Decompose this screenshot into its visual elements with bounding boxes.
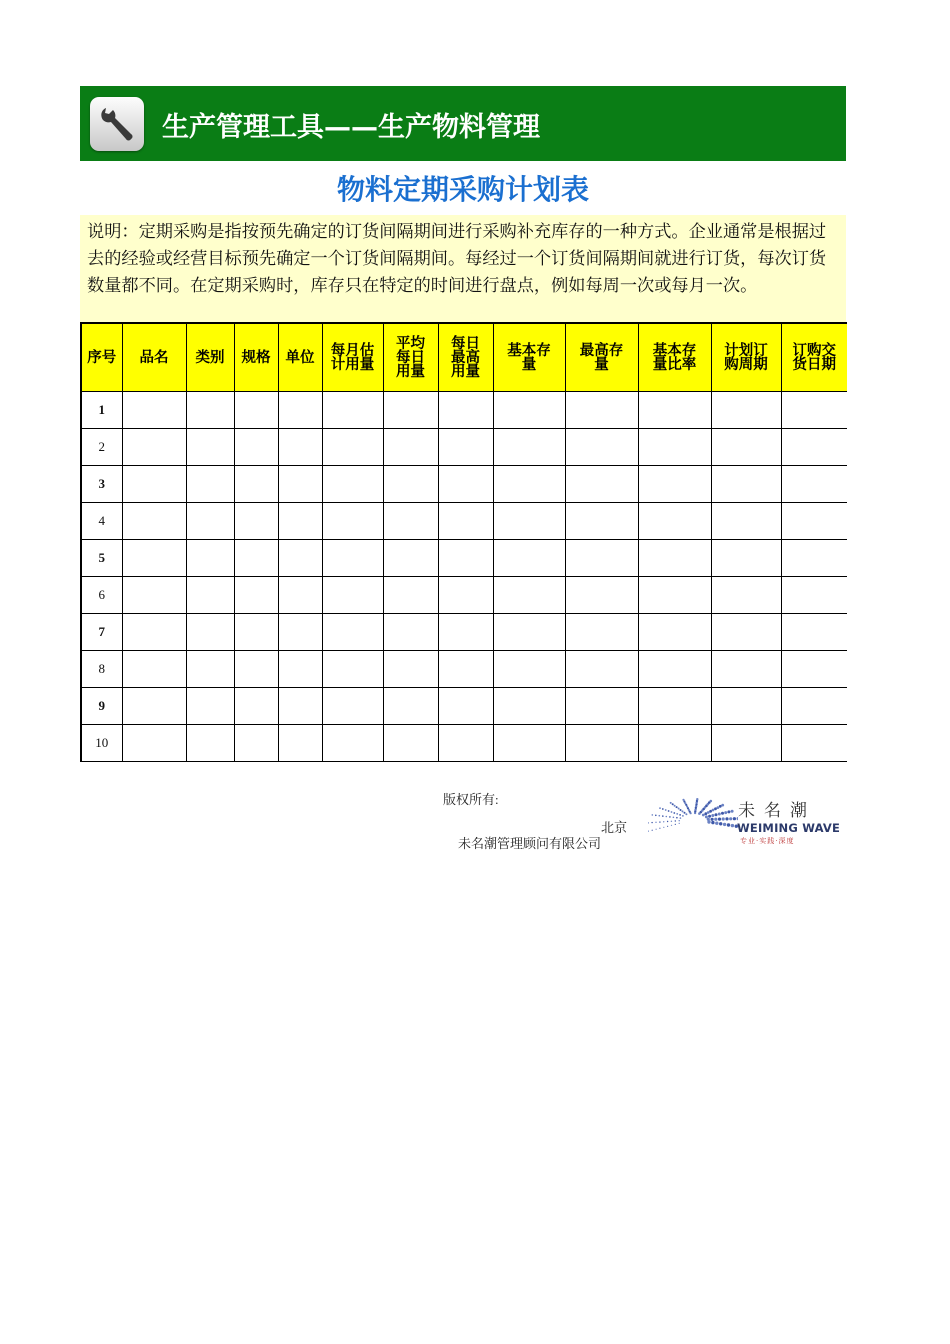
table-cell[interactable] [278, 392, 322, 429]
logo-dot [722, 817, 725, 820]
table-cell[interactable] [278, 503, 322, 540]
logo-dot [652, 814, 654, 816]
column-header [638, 323, 711, 392]
logo-dot [669, 816, 671, 818]
table-cell[interactable] [322, 429, 383, 466]
logo-dot [663, 827, 664, 828]
logo-dot [678, 808, 680, 810]
column-header-line: 规格 [241, 349, 271, 366]
logo-dot [673, 817, 675, 819]
table-cell[interactable] [122, 614, 186, 651]
table-cell[interactable] [781, 688, 847, 725]
table-cell[interactable] [383, 614, 438, 651]
table-cell[interactable] [122, 392, 186, 429]
table-cell[interactable] [278, 725, 322, 762]
logo-dot [652, 830, 653, 831]
logo-dot [655, 815, 657, 817]
logo-dot [727, 810, 730, 813]
column-header-line: 量比率 [652, 356, 697, 373]
logo-dot [685, 813, 687, 815]
table-cell[interactable] [234, 688, 278, 725]
table-cell[interactable] [565, 503, 638, 540]
logo-dot [659, 821, 660, 822]
logo-dot [665, 809, 667, 811]
row-number: 3 [81, 466, 122, 503]
table-row [81, 688, 847, 725]
logo-dot [648, 822, 649, 823]
table-cell[interactable] [493, 651, 565, 688]
column-header [322, 323, 383, 392]
logo-dot [675, 824, 676, 825]
logo-dot [719, 822, 722, 825]
table-cell[interactable] [278, 614, 322, 651]
logo-dot [662, 815, 664, 817]
logo-dot [707, 811, 710, 814]
footer-company: 未名潮管理顾问有限公司 [458, 836, 602, 851]
logo-dot [710, 800, 713, 803]
table-cell[interactable] [278, 651, 322, 688]
table-row [81, 725, 847, 762]
logo-dot [715, 813, 718, 816]
logo-dot [679, 814, 681, 816]
column-header-line: 平均 [396, 335, 425, 352]
table-cell[interactable] [493, 725, 565, 762]
table-cell[interactable] [234, 577, 278, 614]
table-cell[interactable] [322, 688, 383, 725]
table-cell[interactable] [638, 577, 711, 614]
column-header-line: 最高存 [579, 342, 624, 359]
logo-dot [711, 821, 714, 824]
table-cell[interactable] [781, 466, 847, 503]
table-cell[interactable] [122, 577, 186, 614]
table-cell[interactable] [122, 540, 186, 577]
table-cell[interactable] [565, 725, 638, 762]
table-cell[interactable] [383, 429, 438, 466]
wave-logo-icon [648, 792, 738, 852]
logo-dot [679, 820, 680, 821]
column-header-line: 基本存 [507, 342, 551, 359]
column-header-line: 计用量 [330, 356, 375, 373]
logo-dot [676, 813, 678, 815]
table-cell[interactable] [438, 577, 493, 614]
logo-dot [711, 814, 714, 817]
table-row [81, 429, 847, 466]
table-cell[interactable] [438, 466, 493, 503]
table-cell[interactable] [383, 392, 438, 429]
table-cell[interactable] [493, 503, 565, 540]
table-cell[interactable] [493, 392, 565, 429]
logo-dot [711, 818, 714, 821]
logo-dot [671, 811, 673, 813]
column-header-line: 购周期 [724, 356, 768, 373]
logo-dot [708, 815, 711, 818]
column-header-line: 量 [521, 356, 537, 373]
logo-dot [668, 810, 670, 812]
column-header-line: 每日 [451, 335, 480, 352]
description-note: 说明：定期采购是指按预先确定的订货间隔期间进行采购补充库存的一种方式。企业通常是根据过去的经验或经营目标预先确定一个订货间隔期间。每经过一个订货间隔期间就进行订货，每次订货数量都不同。在定期采购时，库存只在特定的时间进行盘点，例如每周一次或每月一次。 [80, 215, 846, 326]
column-header-line: 用量 [451, 363, 480, 380]
table-cell[interactable] [711, 577, 781, 614]
table-cell[interactable] [438, 429, 493, 466]
table-cell[interactable] [278, 429, 322, 466]
logo-dot [675, 820, 676, 821]
column-header [278, 323, 322, 392]
logo-dot [680, 809, 682, 811]
table-row [81, 466, 847, 503]
table-cell[interactable] [186, 688, 234, 725]
table-cell[interactable] [234, 392, 278, 429]
logo-dot [676, 806, 678, 808]
table-cell[interactable] [383, 503, 438, 540]
table-cell[interactable] [234, 466, 278, 503]
column-header-line: 每月估 [330, 342, 375, 359]
row-number: 9 [81, 688, 122, 725]
column-header-line: 计划订 [724, 342, 768, 359]
table-cell[interactable] [383, 577, 438, 614]
table-cell[interactable] [234, 540, 278, 577]
row-number: 7 [81, 614, 122, 651]
logo-dot [682, 799, 684, 801]
row-number: 5 [81, 540, 122, 577]
table-cell[interactable] [638, 429, 711, 466]
logo-dot [676, 817, 678, 819]
logo-dot [718, 813, 721, 816]
banner-title: 生产管理工具——生产物料管理 [162, 112, 540, 143]
logo-dot [714, 818, 717, 821]
table-cell[interactable] [781, 503, 847, 540]
table-cell[interactable] [565, 392, 638, 429]
table-cell[interactable] [638, 614, 711, 651]
table-row [81, 503, 847, 540]
logo-dot [670, 802, 672, 804]
table-cell[interactable] [383, 688, 438, 725]
table-cell[interactable] [781, 651, 847, 688]
table-header-row [81, 323, 847, 392]
table-cell[interactable] [565, 651, 638, 688]
column-header-line: 基本存 [652, 342, 697, 359]
table-cell[interactable] [122, 688, 186, 725]
table-cell[interactable] [122, 725, 186, 762]
column-header [122, 323, 186, 392]
page-title: 物料定期采购计划表 [336, 173, 589, 206]
table-cell[interactable] [383, 651, 438, 688]
logo-dot [651, 822, 652, 823]
row-number: 8 [81, 651, 122, 688]
logo-dot [731, 824, 734, 827]
column-header [781, 323, 847, 392]
table-cell[interactable] [711, 429, 781, 466]
table-cell[interactable] [565, 688, 638, 725]
column-header-line: 序号 [87, 349, 117, 366]
table-cell[interactable] [493, 688, 565, 725]
row-number: 1 [81, 392, 122, 429]
table-cell[interactable] [322, 651, 383, 688]
table-cell[interactable] [383, 466, 438, 503]
table-cell[interactable] [234, 651, 278, 688]
company-logo [648, 792, 841, 852]
logo-dot [707, 820, 710, 823]
logo-dot [679, 823, 680, 824]
column-header-line: 量 [594, 356, 609, 373]
logo-dot [662, 808, 664, 810]
table-cell[interactable] [438, 503, 493, 540]
table-cell[interactable] [638, 466, 711, 503]
table-cell[interactable] [565, 614, 638, 651]
table-cell[interactable] [711, 688, 781, 725]
table-cell[interactable] [186, 651, 234, 688]
logo-dot [723, 823, 726, 826]
column-header [81, 323, 122, 392]
logo-dot [731, 810, 734, 813]
column-header-line: 品名 [139, 349, 169, 366]
table-cell[interactable] [438, 651, 493, 688]
table-cell[interactable] [186, 429, 234, 466]
logo-dot [680, 817, 682, 819]
table-cell[interactable] [711, 651, 781, 688]
table-cell[interactable] [711, 614, 781, 651]
table-row [81, 392, 847, 429]
table-row [81, 614, 847, 651]
column-header-line: 最高 [451, 349, 480, 366]
column-header [234, 323, 278, 392]
table-cell[interactable] [186, 503, 234, 540]
table-cell[interactable] [322, 577, 383, 614]
logo-dot [659, 807, 661, 809]
logo-dot [696, 798, 698, 800]
table-cell[interactable] [438, 688, 493, 725]
table-row [81, 651, 847, 688]
column-header-line: 订购交 [792, 342, 836, 359]
table-cell[interactable] [493, 466, 565, 503]
logo-dot [656, 829, 657, 830]
table-cell[interactable] [711, 466, 781, 503]
column-header [711, 323, 781, 392]
logo-dot [666, 816, 668, 818]
table-cell[interactable] [493, 540, 565, 577]
table-cell[interactable] [638, 540, 711, 577]
column-header [438, 323, 493, 392]
table-cell[interactable] [383, 540, 438, 577]
logo-dot [682, 815, 684, 817]
table-cell[interactable] [493, 577, 565, 614]
table-cell[interactable] [186, 392, 234, 429]
table-cell[interactable] [322, 614, 383, 651]
footer-city: 北京 [601, 820, 628, 835]
table-cell[interactable] [438, 725, 493, 762]
row-number: 4 [81, 503, 122, 540]
logo-tagline: 专业·实践·深度 [740, 837, 795, 845]
logo-dot [704, 812, 707, 815]
logo-dot [659, 828, 660, 829]
table-cell[interactable] [234, 429, 278, 466]
row-number: 2 [81, 429, 122, 466]
table-cell[interactable] [638, 503, 711, 540]
table-cell[interactable] [711, 392, 781, 429]
table-cell[interactable] [186, 725, 234, 762]
logo-dot [648, 831, 649, 832]
header-banner [80, 86, 846, 161]
table-cell[interactable] [711, 503, 781, 540]
table-row [81, 540, 847, 577]
table-cell[interactable] [438, 614, 493, 651]
table-cell[interactable] [638, 725, 711, 762]
table-cell[interactable] [122, 466, 186, 503]
table-cell[interactable] [638, 688, 711, 725]
logo-dot [682, 810, 684, 812]
logo-dot [721, 804, 724, 807]
logo-english-name: WEIMING WAVE [737, 821, 841, 835]
table-cell[interactable] [781, 577, 847, 614]
logo-dot [729, 817, 732, 820]
logo-dot [684, 812, 686, 814]
table-cell[interactable] [565, 540, 638, 577]
column-header-line: 每日 [396, 349, 425, 366]
wrench-icon [90, 97, 144, 151]
table-cell[interactable] [122, 429, 186, 466]
column-header-line: 类别 [195, 349, 225, 366]
logo-dot [727, 823, 730, 826]
logo-dot [717, 806, 720, 809]
table-cell[interactable] [122, 651, 186, 688]
table-cell[interactable] [186, 614, 234, 651]
table-cell[interactable] [186, 540, 234, 577]
table-cell[interactable] [781, 614, 847, 651]
table-cell[interactable] [186, 577, 234, 614]
table-cell[interactable] [234, 725, 278, 762]
table-cell[interactable] [565, 429, 638, 466]
logo-dot [712, 809, 715, 812]
table-cell[interactable] [438, 540, 493, 577]
row-number: 10 [81, 725, 122, 762]
logo-dot [674, 805, 676, 807]
logo-dot [718, 818, 721, 821]
procurement-plan-table [80, 322, 847, 762]
logo-dot [671, 825, 672, 826]
table-cell[interactable] [781, 540, 847, 577]
logo-dot [673, 812, 675, 814]
table-cell[interactable] [122, 503, 186, 540]
table-cell[interactable] [383, 725, 438, 762]
table-cell[interactable] [186, 466, 234, 503]
table-cell[interactable] [781, 725, 847, 762]
column-header [186, 323, 234, 392]
logo-dot [667, 826, 668, 827]
logo-dot [663, 821, 664, 822]
logo-dot [667, 821, 668, 822]
logo-dot [659, 815, 661, 817]
table-row [81, 577, 847, 614]
table-cell[interactable] [638, 651, 711, 688]
table-cell[interactable] [322, 503, 383, 540]
table-cell[interactable] [781, 429, 847, 466]
table-cell[interactable] [565, 466, 638, 503]
table-cell[interactable] [278, 540, 322, 577]
table-cell[interactable] [278, 466, 322, 503]
logo-dot [724, 811, 727, 814]
logo-dot [709, 810, 712, 813]
table-cell[interactable] [781, 392, 847, 429]
table-cell[interactable] [234, 614, 278, 651]
logo-dot [733, 817, 736, 820]
table-cell[interactable] [638, 392, 711, 429]
table-cell[interactable] [322, 540, 383, 577]
table-cell[interactable] [322, 725, 383, 762]
row-number: 6 [81, 577, 122, 614]
logo-dot [672, 803, 674, 805]
logo-dot [725, 817, 728, 820]
table-cell[interactable] [711, 540, 781, 577]
logo-dot [714, 807, 717, 810]
table-cell[interactable] [322, 392, 383, 429]
logo-dot [702, 814, 705, 817]
logo-dot [719, 805, 722, 808]
logo-dot [721, 812, 724, 815]
table-cell[interactable] [493, 429, 565, 466]
table-cell[interactable] [322, 466, 383, 503]
logo-chinese-name: 未名潮 [738, 801, 816, 821]
table-cell[interactable] [493, 614, 565, 651]
copyright-label: 版权所有: [443, 792, 499, 807]
column-header [383, 323, 438, 392]
logo-dot [715, 822, 718, 825]
column-header [565, 323, 638, 392]
table-cell[interactable] [278, 577, 322, 614]
logo-dot [655, 822, 656, 823]
column-header-line: 货日期 [792, 356, 836, 373]
table-cell[interactable] [438, 392, 493, 429]
column-header-line: 单位 [285, 349, 315, 366]
table-cell[interactable] [565, 577, 638, 614]
column-header-line: 用量 [396, 363, 425, 380]
table-cell[interactable] [234, 503, 278, 540]
logo-dot [671, 821, 672, 822]
table-cell[interactable] [278, 688, 322, 725]
column-header [493, 323, 565, 392]
table-cell[interactable] [711, 725, 781, 762]
